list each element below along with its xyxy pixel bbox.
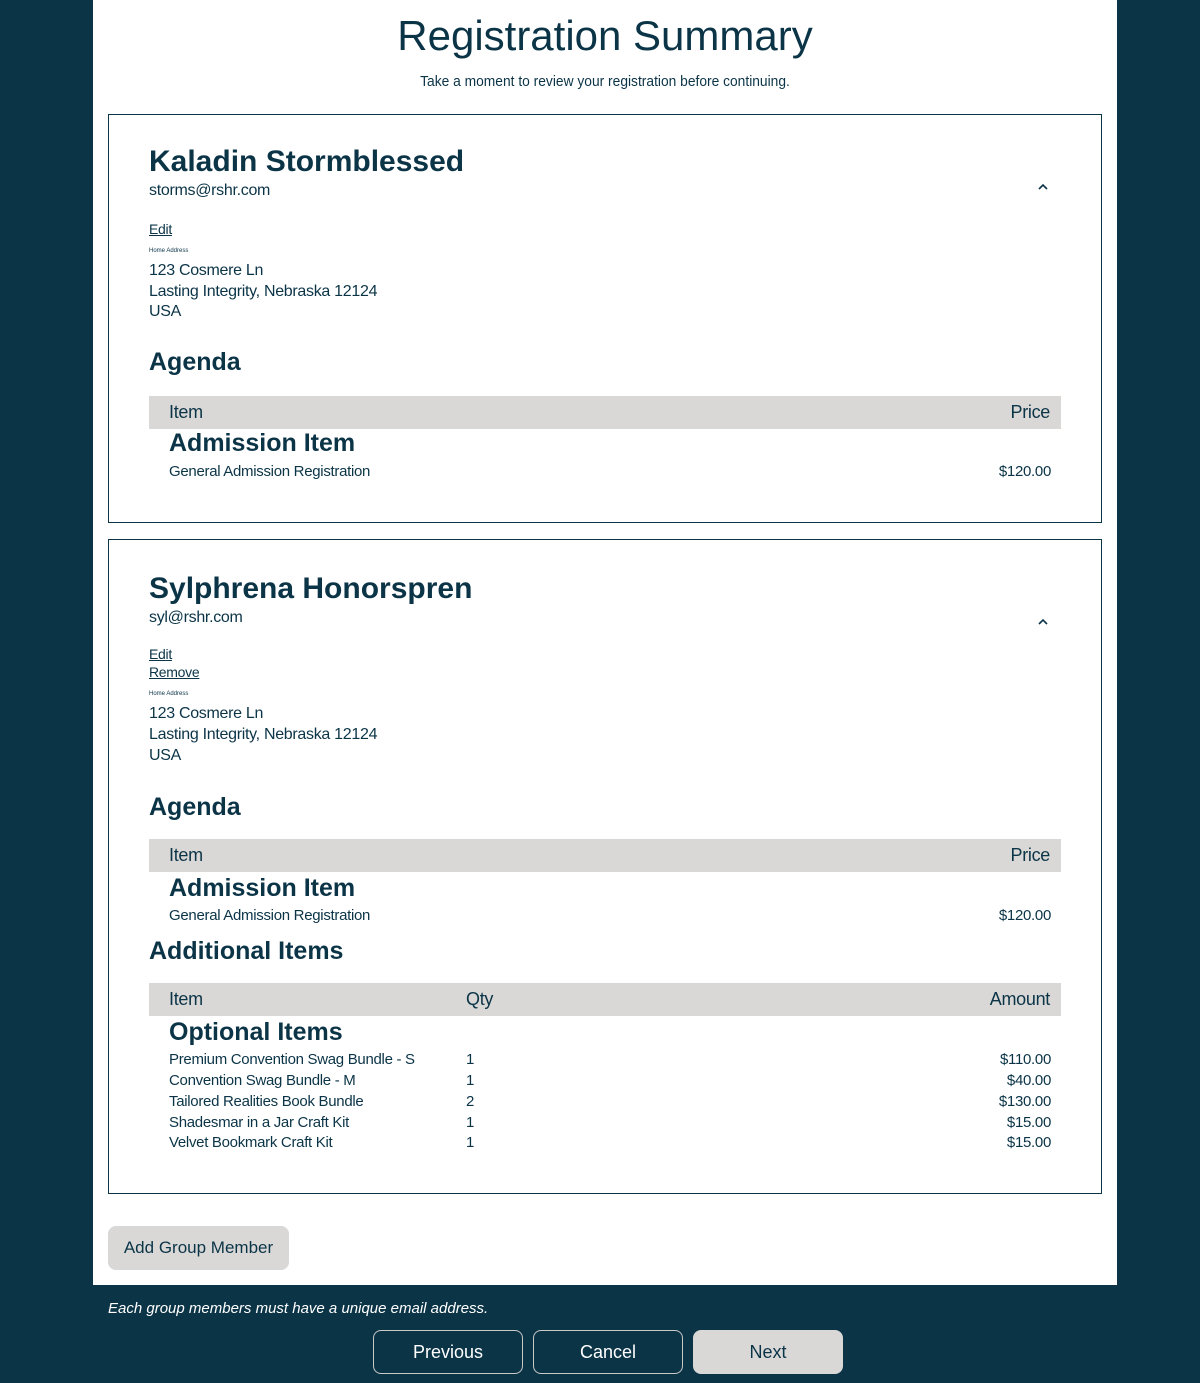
unique-email-note: Each group members must have a unique email address. <box>108 1300 489 1317</box>
member-name: Kaladin Stormblessed <box>149 145 465 178</box>
additional-table-header <box>149 983 1061 1016</box>
page-subtitle: Take a moment to review your registration before continuing. <box>420 73 790 90</box>
col-item: Item <box>169 989 203 1009</box>
col-qty: Qty <box>466 989 494 1009</box>
address-line: 123 Cosmere Ln <box>149 705 264 722</box>
previous-button[interactable]: Previous <box>373 1330 523 1374</box>
optional-item-name: Convention Swag Bundle - M <box>169 1072 356 1089</box>
address-line: USA <box>149 747 181 764</box>
admission-group-heading: Admission Item <box>169 874 356 902</box>
col-item: Item <box>169 402 203 422</box>
edit-link[interactable]: Edit <box>149 646 172 662</box>
optional-item-amount: $40.00 <box>1006 1072 1051 1089</box>
optional-item-name: Tailored Realities Book Bundle <box>169 1093 364 1110</box>
optional-item-amount: $110.00 <box>999 1051 1051 1068</box>
member-email: syl@rshr.com <box>149 609 243 626</box>
address-line: USA <box>149 303 181 320</box>
agenda-table-header <box>149 839 1061 872</box>
optional-item-name: Shadesmar in a Jar Craft Kit <box>169 1114 350 1131</box>
edit-link[interactable]: Edit <box>149 221 172 237</box>
admission-item-name: General Admission Registration <box>169 463 371 480</box>
member-name: Sylphrena Honorspren <box>149 572 473 605</box>
member-email: storms@rshr.com <box>149 182 271 199</box>
optional-group-heading: Optional Items <box>169 1018 343 1046</box>
add-group-member-button[interactable]: Add Group Member <box>108 1226 289 1270</box>
member-card <box>108 539 1102 1194</box>
address-line: Lasting Integrity, Nebraska 12124 <box>149 283 378 300</box>
admission-item-price: $120.00 <box>998 907 1051 924</box>
optional-item-qty: 1 <box>466 1114 475 1131</box>
col-item: Item <box>169 845 203 865</box>
additional-items-heading: Additional Items <box>149 937 344 965</box>
optional-item-name: Velvet Bookmark Craft Kit <box>169 1134 333 1151</box>
member-card <box>108 114 1102 523</box>
admission-item-name: General Admission Registration <box>169 907 371 924</box>
optional-item-name: Premium Convention Swag Bundle - S <box>169 1051 415 1068</box>
agenda-heading: Agenda <box>149 793 241 821</box>
optional-item-qty: 2 <box>466 1093 475 1110</box>
address-line: 123 Cosmere Ln <box>149 262 264 279</box>
address-line: Lasting Integrity, Nebraska 12124 <box>149 726 378 743</box>
optional-item-qty: 1 <box>466 1051 475 1068</box>
optional-item-qty: 1 <box>466 1134 475 1151</box>
col-amount: Amount <box>989 989 1050 1009</box>
optional-item-amount: $130.00 <box>998 1093 1051 1110</box>
registration-panel <box>93 0 1117 1285</box>
admission-item-price: $120.00 <box>998 463 1051 480</box>
next-button[interactable]: Next <box>693 1330 843 1374</box>
optional-item-amount: $15.00 <box>1006 1114 1051 1131</box>
chevron-up-icon[interactable] <box>1037 614 1049 632</box>
address-label: Home Address <box>149 248 189 254</box>
optional-item-amount: $15.00 <box>1006 1134 1051 1151</box>
col-price: Price <box>1010 402 1050 422</box>
address-label: Home Address <box>149 691 189 697</box>
chevron-up-icon[interactable] <box>1037 179 1049 197</box>
page-title: Registration Summary <box>397 12 813 59</box>
optional-item-qty: 1 <box>466 1072 475 1089</box>
agenda-table-header <box>149 396 1061 429</box>
cancel-button[interactable]: Cancel <box>533 1330 683 1374</box>
col-price: Price <box>1010 845 1050 865</box>
agenda-heading: Agenda <box>149 348 241 376</box>
admission-group-heading: Admission Item <box>169 429 356 457</box>
remove-link[interactable]: Remove <box>149 664 200 680</box>
